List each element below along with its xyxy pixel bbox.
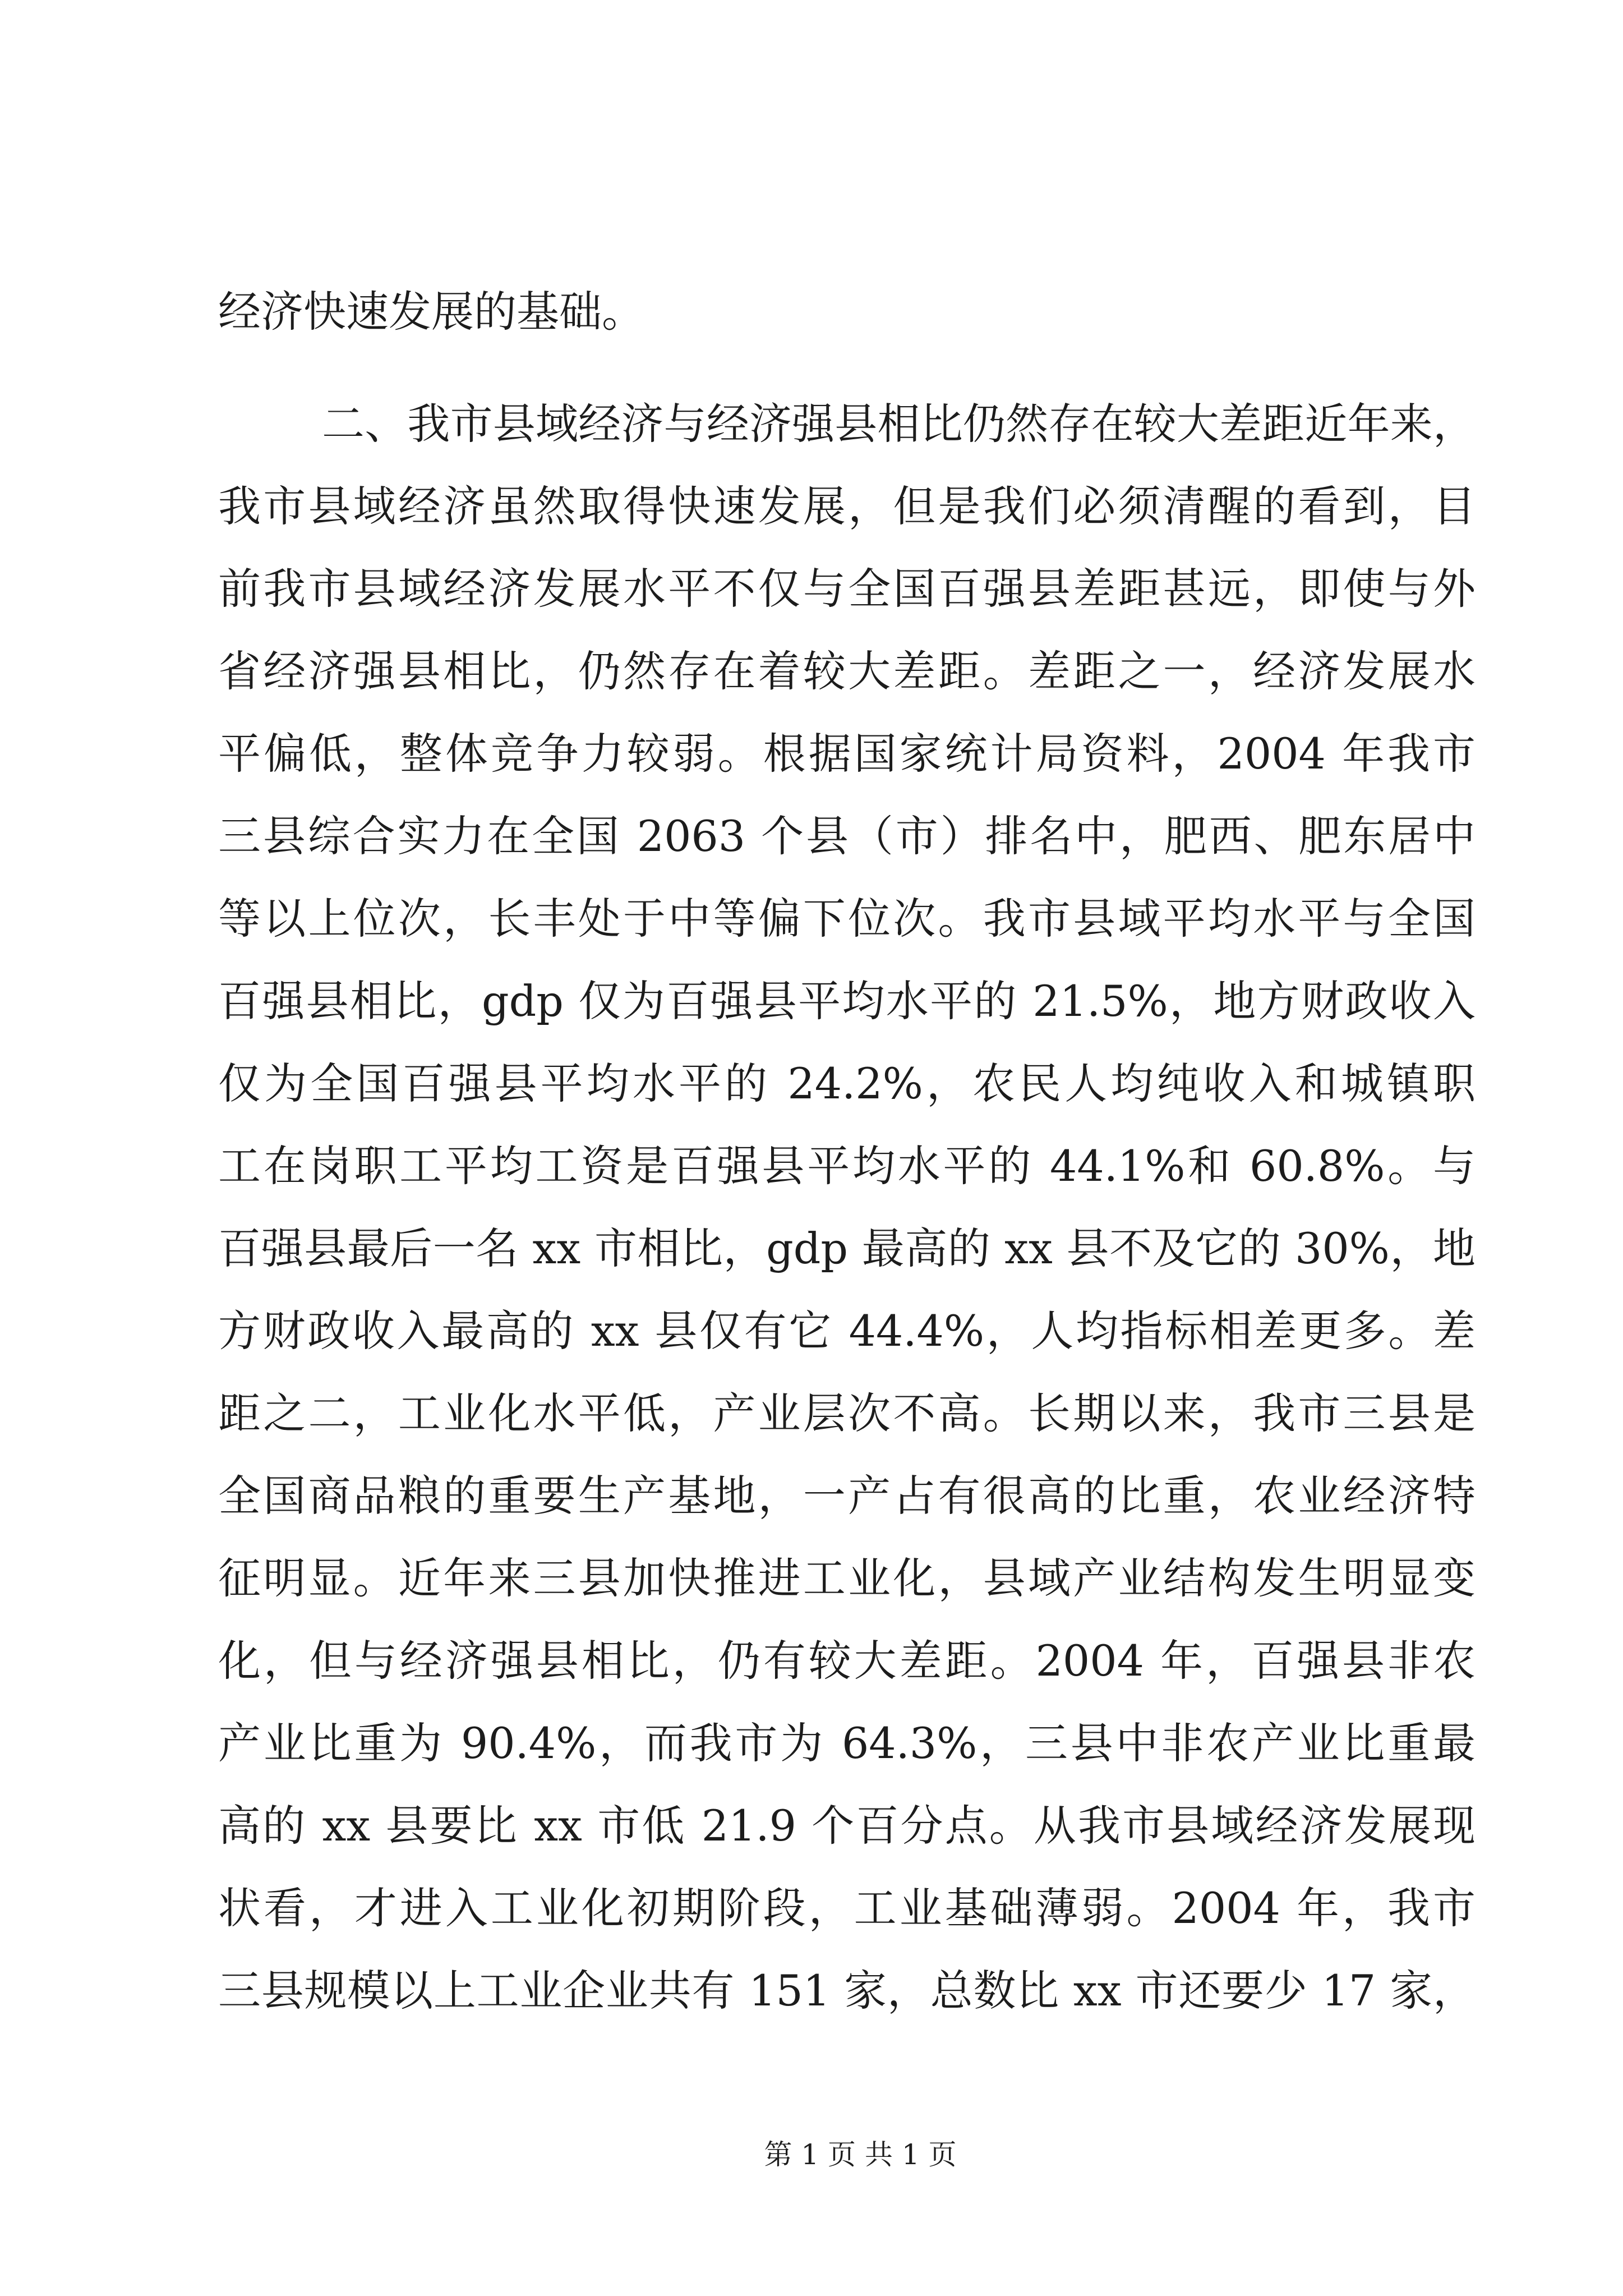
paragraph (218, 270, 1476, 353)
text-line: 仅为全国百强县平均水平的 24.2%，农民人均纯收入和城镇职 (218, 1059, 1476, 1108)
text-line: 经济快速发展的基础。 (218, 287, 644, 337)
text-line: 产业比重为 90.4%，而我市为 64.3%，三县中非农产业比重最 (218, 1718, 1476, 1768)
text-line: 征明显。近年来三县加快推进工业化，县域产业结构发生明显变 (218, 1553, 1476, 1603)
text-line: 高的 xx 县要比 xx 市低 21.9 个百分点。从我市县域经济发展现 (218, 1801, 1476, 1851)
text-line: 前我市县域经济发展水平不仅与全国百强县差距甚远，即使与外 (218, 564, 1476, 614)
text-line: 二、我市县域经济与经济强县相比仍然存在较大差距近年来， (322, 399, 1476, 449)
text-line: 百强县相比，gdp 仅为百强县平均水平的 21.5%，地方财政收入 (218, 976, 1476, 1026)
text-line: 状看，才进入工业化初期阶段，工业基础薄弱。2004 年，我市 (218, 1883, 1476, 1933)
text-line: 全国商品粮的重要生产基地，一产占有很高的比重，农业经济特 (218, 1471, 1476, 1521)
text-line: 三县综合实力在全国 2063 个县（市）排名中，肥西、肥东居中 (218, 811, 1476, 861)
text-line: 我市县域经济虽然取得快速发展，但是我们必须清醒的看到，目 (218, 481, 1476, 531)
page-number-label: 第 1 页 共 1 页 (764, 2138, 957, 2171)
text-line: 距之二，工业化水平低，产业层次不高。长期以来，我市三县是 (218, 1388, 1476, 1438)
page-footer (636, 2132, 1085, 2177)
text-line: 百强县最后一名 xx 市相比，gdp 最高的 xx 县不及它的 30%，地 (218, 1223, 1476, 1273)
text-line: 省经济强县相比，仍然存在着较大差距。差距之一，经济发展水 (218, 646, 1476, 696)
text-line: 等以上位次，长丰处于中等偏下位次。我市县域平均水平与全国 (218, 894, 1476, 944)
text-line: 方财政收入最高的 xx 县仅有它 44.4%，人均指标相差更多。差 (218, 1306, 1476, 1356)
text-line: 工在岗职工平均工资是百强县平均水平的 44.1%和 60.8%。与 (218, 1141, 1476, 1191)
text-line: 化，但与经济强县相比，仍有较大差距。2004 年，百强县非农 (218, 1636, 1476, 1686)
text-line: 三县规模以上工业企业共有 151 家，总数比 xx 市还要少 17 家， (218, 1966, 1476, 2016)
text-line: 平偏低，整体竞争力较弱。根据国家统计局资料，2004 年我市 (218, 729, 1476, 779)
paragraph (218, 383, 1476, 2032)
